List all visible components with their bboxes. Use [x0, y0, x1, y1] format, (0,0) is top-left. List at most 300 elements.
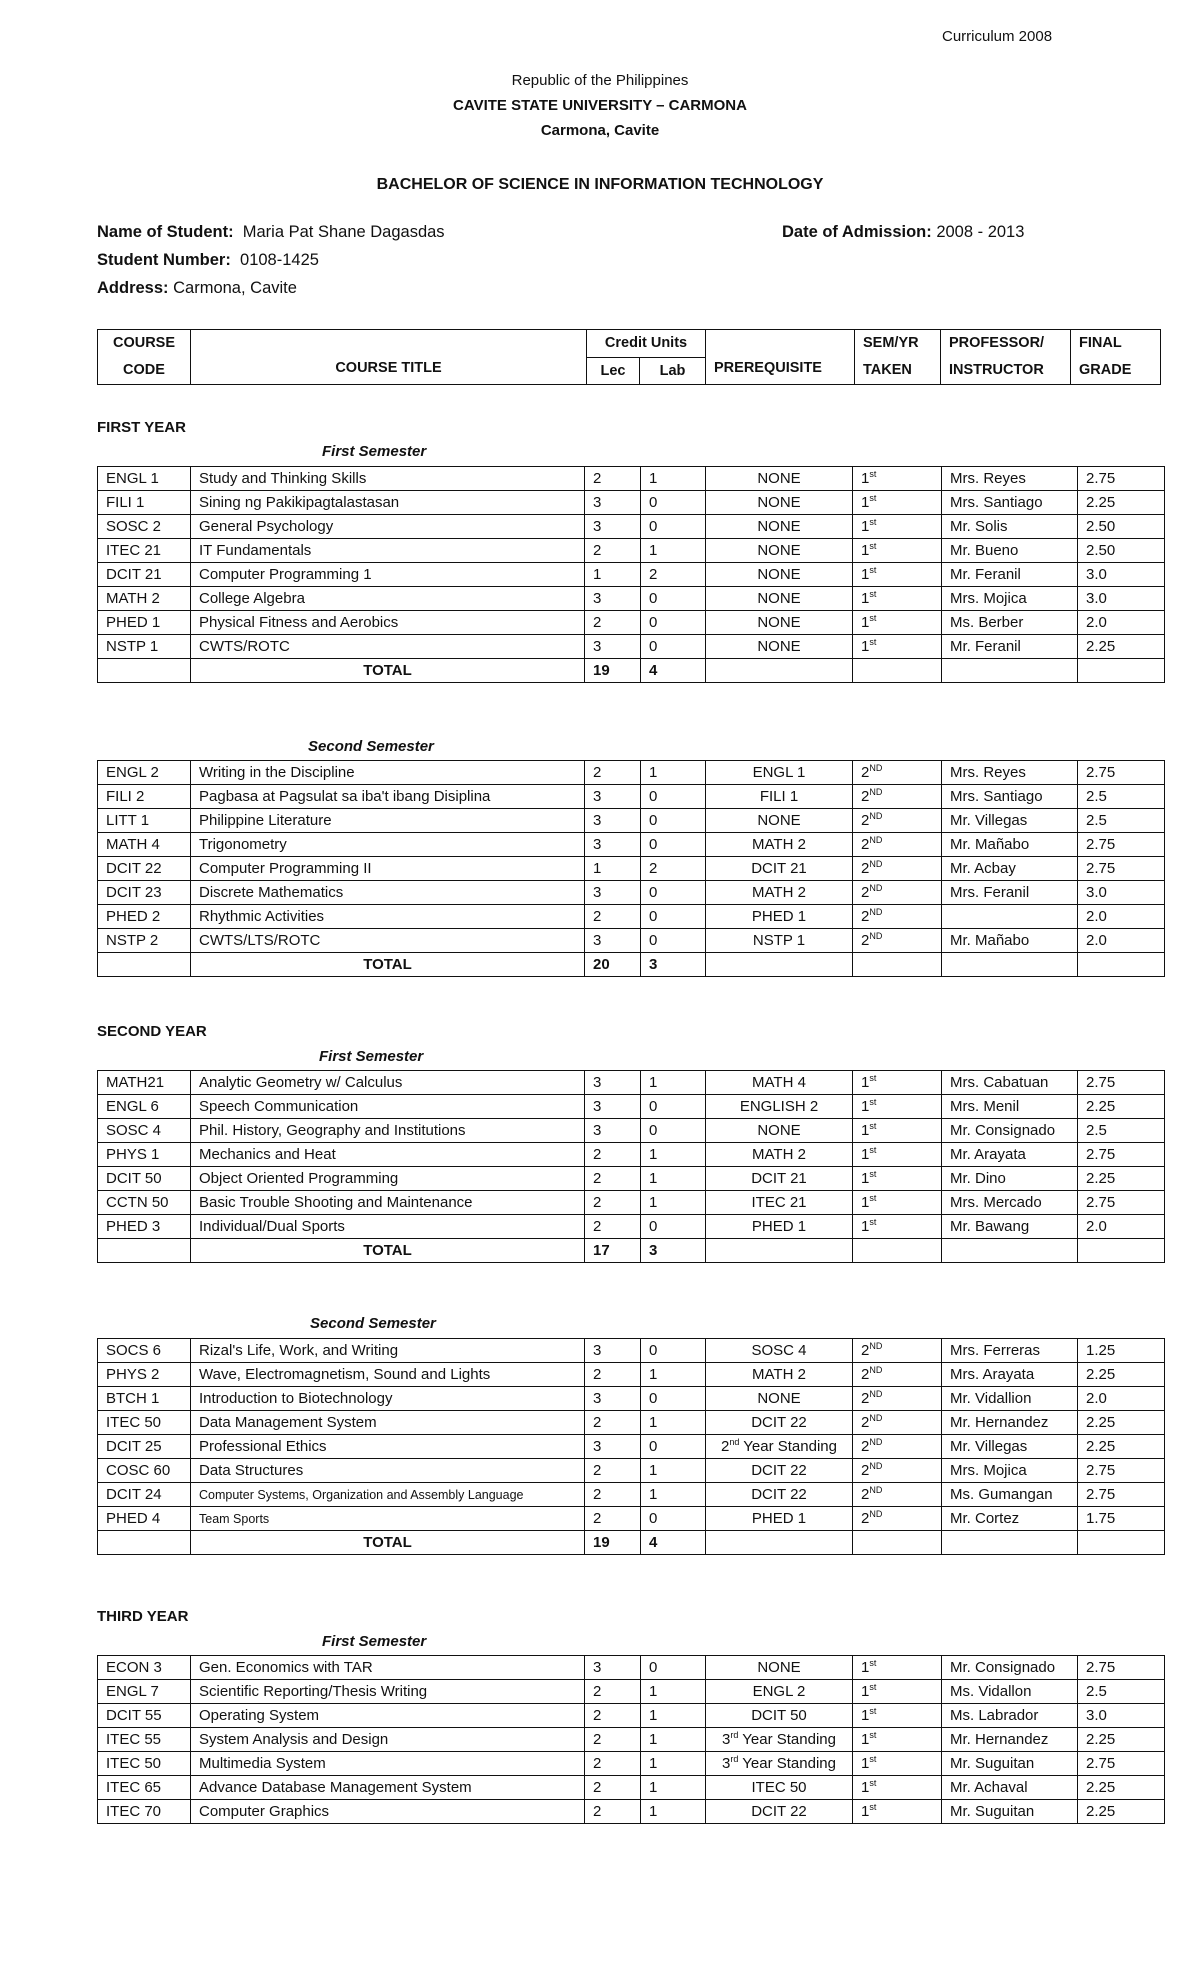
sem-taken: 2ND — [853, 929, 942, 953]
total-label: TOTAL — [191, 1531, 585, 1555]
prerequisite: DCIT 22 — [706, 1483, 853, 1507]
header-course-title: COURSE TITLE — [191, 330, 587, 385]
lec-units: 2 — [585, 1143, 641, 1167]
course-code: PHYS 2 — [98, 1363, 191, 1387]
total-blank — [1078, 659, 1165, 683]
course-title: Advance Database Management System — [191, 1776, 585, 1800]
course-title: Operating System — [191, 1704, 585, 1728]
sem-taken: 2ND — [853, 809, 942, 833]
total-blank — [942, 1531, 1078, 1555]
course-row — [98, 1095, 1165, 1119]
lec-units: 3 — [585, 1656, 641, 1680]
final-grade: 1.75 — [1078, 1507, 1165, 1531]
course-title: Wave, Electromagnetism, Sound and Lights — [191, 1363, 585, 1387]
sem-taken: 2ND — [853, 905, 942, 929]
sem-taken: 2ND — [853, 1339, 942, 1363]
total-blank — [98, 1531, 191, 1555]
course-row — [98, 1435, 1165, 1459]
final-grade: 2.25 — [1078, 1728, 1165, 1752]
prerequisite: PHED 1 — [706, 1215, 853, 1239]
course-table — [97, 1070, 1165, 1263]
final-grade: 2.0 — [1078, 611, 1165, 635]
prerequisite: ITEC 50 — [706, 1776, 853, 1800]
sem-taken: 1st — [853, 1191, 942, 1215]
prerequisite: NSTP 1 — [706, 929, 853, 953]
lab-units: 1 — [641, 761, 706, 785]
course-title: Rhythmic Activities — [191, 905, 585, 929]
student-number-label: Student Number — [97, 251, 226, 269]
sem-taken: 2ND — [853, 1435, 942, 1459]
lec-units: 3 — [585, 635, 641, 659]
course-table — [97, 466, 1165, 683]
course-row — [98, 1656, 1165, 1680]
prerequisite: NONE — [706, 1656, 853, 1680]
course-row — [98, 929, 1165, 953]
total-lec: 19 — [585, 659, 641, 683]
professor: Mrs. Santiago — [942, 785, 1078, 809]
sem-taken: 1st — [853, 1143, 942, 1167]
sem-taken: 1st — [853, 1728, 942, 1752]
course-code: SOSC 2 — [98, 515, 191, 539]
prerequisite: NONE — [706, 1387, 853, 1411]
sem-taken: 1st — [853, 1167, 942, 1191]
course-row — [98, 1776, 1165, 1800]
republic-line: Republic of the Philippines — [511, 72, 689, 89]
course-title: Object Oriented Programming — [191, 1167, 585, 1191]
total-lec: 20 — [585, 953, 641, 977]
professor: Ms. Labrador — [942, 1704, 1078, 1728]
professor: Mr. Mañabo — [942, 929, 1078, 953]
total-blank — [942, 953, 1078, 977]
sem-taken: 1st — [853, 1215, 942, 1239]
total-blank — [853, 1531, 942, 1555]
sem-taken: 1st — [853, 635, 942, 659]
total-blank — [98, 953, 191, 977]
course-row — [98, 1800, 1165, 1824]
prerequisite: 3rd Year Standing — [706, 1728, 853, 1752]
course-table — [97, 760, 1165, 977]
course-row — [98, 1143, 1165, 1167]
lab-units: 1 — [641, 1728, 706, 1752]
course-row — [98, 1704, 1165, 1728]
lab-units: 1 — [641, 1704, 706, 1728]
course-code: MATH 2 — [98, 587, 191, 611]
course-code: NSTP 2 — [98, 929, 191, 953]
lab-units: 1 — [641, 1776, 706, 1800]
total-lab: 4 — [641, 1531, 706, 1555]
lec-units: 2 — [585, 1728, 641, 1752]
admission-label: Date of Admission: — [782, 223, 932, 241]
total-blank — [706, 1531, 853, 1555]
header-professor: PROFESSOR/ INSTRUCTOR — [941, 330, 1071, 385]
lab-units: 0 — [641, 1387, 706, 1411]
final-grade: 2.75 — [1078, 1752, 1165, 1776]
professor: Mr. Suguitan — [942, 1800, 1078, 1824]
lab-units: 0 — [641, 587, 706, 611]
lab-units: 1 — [641, 1363, 706, 1387]
course-code: PHED 4 — [98, 1507, 191, 1531]
sem-taken: 1st — [853, 1071, 942, 1095]
lec-units: 2 — [585, 467, 641, 491]
final-grade: 2.75 — [1078, 1483, 1165, 1507]
course-code: NSTP 1 — [98, 635, 191, 659]
lab-units: 0 — [641, 611, 706, 635]
lec-units: 2 — [585, 1459, 641, 1483]
sem-taken: 1st — [853, 563, 942, 587]
professor: Mr. Feranil — [942, 563, 1078, 587]
lab-units: 0 — [641, 491, 706, 515]
final-grade: 2.50 — [1078, 515, 1165, 539]
lec-units: 3 — [585, 1071, 641, 1095]
course-title: College Algebra — [191, 587, 585, 611]
total-lab: 3 — [641, 953, 706, 977]
lab-units: 1 — [641, 1459, 706, 1483]
course-title: IT Fundamentals — [191, 539, 585, 563]
total-blank — [1078, 1239, 1165, 1263]
final-grade: 2.25 — [1078, 1363, 1165, 1387]
professor: Mrs. Reyes — [942, 761, 1078, 785]
course-title: Mechanics and Heat — [191, 1143, 585, 1167]
prerequisite: MATH 2 — [706, 881, 853, 905]
course-row — [98, 857, 1165, 881]
final-grade: 2.0 — [1078, 1387, 1165, 1411]
lab-units: 2 — [641, 857, 706, 881]
sem-taken: 2ND — [853, 857, 942, 881]
student-name: Maria Pat Shane Dagasdas — [242, 223, 445, 241]
final-grade: 2.5 — [1078, 1680, 1165, 1704]
course-code: SOSC 4 — [98, 1119, 191, 1143]
total-label: TOTAL — [191, 953, 585, 977]
course-title: Speech Communication — [191, 1095, 585, 1119]
course-row — [98, 611, 1165, 635]
prerequisite: DCIT 22 — [706, 1800, 853, 1824]
prerequisite: ITEC 21 — [706, 1191, 853, 1215]
sem-taken: 2ND — [853, 1459, 942, 1483]
lab-units: 0 — [641, 1119, 706, 1143]
course-row — [98, 881, 1165, 905]
prerequisite: NONE — [706, 611, 853, 635]
lab-units: 0 — [641, 635, 706, 659]
course-row — [98, 1507, 1165, 1531]
professor: Ms. Berber — [942, 611, 1078, 635]
lec-units: 2 — [585, 1800, 641, 1824]
course-row — [98, 1363, 1165, 1387]
course-code: COSC 60 — [98, 1459, 191, 1483]
professor: Mr. Hernandez — [942, 1728, 1078, 1752]
course-title: Pagbasa at Pagsulat sa iba't ibang Disiplina — [191, 785, 585, 809]
total-row — [98, 953, 1165, 977]
course-code: ITEC 70 — [98, 1800, 191, 1824]
course-title: Data Management System — [191, 1411, 585, 1435]
lab-units: 1 — [641, 1483, 706, 1507]
lab-units: 0 — [641, 1339, 706, 1363]
course-title: Introduction to Biotechnology — [191, 1387, 585, 1411]
course-row — [98, 1191, 1165, 1215]
course-row — [98, 1411, 1165, 1435]
professor: Mrs. Mojica — [942, 587, 1078, 611]
lec-units: 3 — [585, 929, 641, 953]
sem-taken: 1st — [853, 1800, 942, 1824]
course-title: Computer Graphics — [191, 1800, 585, 1824]
final-grade: 2.75 — [1078, 1143, 1165, 1167]
professor: Mrs. Mojica — [942, 1459, 1078, 1483]
prerequisite: NONE — [706, 515, 853, 539]
lab-units: 0 — [641, 1095, 706, 1119]
sem-taken: 1st — [853, 467, 942, 491]
course-row — [98, 635, 1165, 659]
final-grade: 2.75 — [1078, 761, 1165, 785]
course-title: Rizal's Life, Work, and Writing — [191, 1339, 585, 1363]
student-name-label: Name of Student — [97, 223, 229, 241]
course-title: System Analysis and Design — [191, 1728, 585, 1752]
course-code: DCIT 24 — [98, 1483, 191, 1507]
lec-units: 3 — [585, 785, 641, 809]
course-row — [98, 1119, 1165, 1143]
course-code: DCIT 55 — [98, 1704, 191, 1728]
prerequisite: ENGL 2 — [706, 1680, 853, 1704]
course-code: PHED 1 — [98, 611, 191, 635]
total-blank — [98, 659, 191, 683]
course-title: Computer Systems, Organization and Assembly Language — [191, 1483, 585, 1507]
course-title: Sining ng Pakikipagtalastasan — [191, 491, 585, 515]
sem-taken: 1st — [853, 1752, 942, 1776]
course-title: Computer Programming II — [191, 857, 585, 881]
course-title: Discrete Mathematics — [191, 881, 585, 905]
prerequisite: MATH 2 — [706, 1363, 853, 1387]
student-number-line: Student Number: 0108-1425 — [97, 251, 319, 269]
final-grade: 3.0 — [1078, 881, 1165, 905]
final-grade: 2.0 — [1078, 929, 1165, 953]
lec-units: 3 — [585, 1095, 641, 1119]
final-grade: 2.5 — [1078, 785, 1165, 809]
sem-taken: 1st — [853, 1119, 942, 1143]
sem-taken: 1st — [853, 491, 942, 515]
professor: Mr. Consignado — [942, 1656, 1078, 1680]
final-grade: 2.75 — [1078, 1459, 1165, 1483]
professor: Mr. Suguitan — [942, 1752, 1078, 1776]
course-row — [98, 1752, 1165, 1776]
prerequisite: ENGL 1 — [706, 761, 853, 785]
professor: Mrs. Reyes — [942, 467, 1078, 491]
professor: Ms. Vidallon — [942, 1680, 1078, 1704]
course-code: ECON 3 — [98, 1656, 191, 1680]
total-label: TOTAL — [191, 1239, 585, 1263]
prerequisite: DCIT 22 — [706, 1459, 853, 1483]
header-final-grade: FINAL GRADE — [1071, 330, 1161, 385]
course-code: ENGL 1 — [98, 467, 191, 491]
total-row — [98, 1531, 1165, 1555]
lab-units: 0 — [641, 929, 706, 953]
course-title: Multimedia System — [191, 1752, 585, 1776]
lab-units: 1 — [641, 1191, 706, 1215]
university-location: Carmona, Cavite — [540, 122, 660, 139]
prerequisite: NONE — [706, 1119, 853, 1143]
course-row — [98, 1680, 1165, 1704]
course-row — [98, 1387, 1165, 1411]
course-title: Study and Thinking Skills — [191, 467, 585, 491]
course-row — [98, 1071, 1165, 1095]
professor: Mr. Dino — [942, 1167, 1078, 1191]
course-row — [98, 833, 1165, 857]
prerequisite: ENGLISH 2 — [706, 1095, 853, 1119]
final-grade: 2.75 — [1078, 1071, 1165, 1095]
lec-units: 2 — [585, 1752, 641, 1776]
prerequisite: SOSC 4 — [706, 1339, 853, 1363]
header-course-code: COURSE CODE — [98, 330, 191, 385]
address-line: Address: Carmona, Cavite — [97, 279, 297, 297]
course-row — [98, 515, 1165, 539]
professor: Mr. Solis — [942, 515, 1078, 539]
total-lec: 19 — [585, 1531, 641, 1555]
semester-heading: First Semester — [322, 1633, 427, 1650]
sem-taken: 2ND — [853, 1411, 942, 1435]
prerequisite: PHED 1 — [706, 905, 853, 929]
sem-taken: 2ND — [853, 833, 942, 857]
final-grade: 2.0 — [1078, 905, 1165, 929]
course-row — [98, 1215, 1165, 1239]
final-grade: 1.25 — [1078, 1339, 1165, 1363]
course-title: Team Sports — [191, 1507, 585, 1531]
course-row — [98, 785, 1165, 809]
course-code: PHED 3 — [98, 1215, 191, 1239]
lab-units: 0 — [641, 1435, 706, 1459]
final-grade: 2.25 — [1078, 1411, 1165, 1435]
lec-units: 3 — [585, 833, 641, 857]
course-code: ITEC 55 — [98, 1728, 191, 1752]
lec-units: 3 — [585, 881, 641, 905]
lec-units: 3 — [585, 809, 641, 833]
course-title: Analytic Geometry w/ Calculus — [191, 1071, 585, 1095]
total-row — [98, 659, 1165, 683]
lec-units: 2 — [585, 1483, 641, 1507]
sem-taken: 1st — [853, 1680, 942, 1704]
total-blank — [942, 1239, 1078, 1263]
lec-units: 1 — [585, 563, 641, 587]
professor: Mr. Acbay — [942, 857, 1078, 881]
course-code: CCTN 50 — [98, 1191, 191, 1215]
professor: Mr. Arayata — [942, 1143, 1078, 1167]
course-row — [98, 905, 1165, 929]
header-credit-units: Credit Units — [587, 330, 706, 358]
lec-units: 3 — [585, 515, 641, 539]
semester-heading: Second Semester — [310, 1315, 436, 1332]
final-grade: 2.75 — [1078, 833, 1165, 857]
final-grade: 2.25 — [1078, 1776, 1165, 1800]
course-code: LITT 1 — [98, 809, 191, 833]
course-title: Phil. History, Geography and Institutions — [191, 1119, 585, 1143]
prerequisite: NONE — [706, 491, 853, 515]
professor: Ms. Gumangan — [942, 1483, 1078, 1507]
lab-units: 1 — [641, 1752, 706, 1776]
course-row — [98, 563, 1165, 587]
course-title: CWTS/LTS/ROTC — [191, 929, 585, 953]
final-grade: 2.25 — [1078, 1167, 1165, 1191]
lab-units: 0 — [641, 809, 706, 833]
total-label: TOTAL — [191, 659, 585, 683]
sem-taken: 1st — [853, 515, 942, 539]
lec-units: 2 — [585, 1680, 641, 1704]
prerequisite: NONE — [706, 635, 853, 659]
sem-taken: 1st — [853, 1095, 942, 1119]
lec-units: 3 — [585, 1435, 641, 1459]
final-grade: 2.75 — [1078, 1656, 1165, 1680]
professor: Mr. Achaval — [942, 1776, 1078, 1800]
sem-taken: 1st — [853, 587, 942, 611]
course-code: DCIT 50 — [98, 1167, 191, 1191]
course-code: FILI 1 — [98, 491, 191, 515]
total-lab: 3 — [641, 1239, 706, 1263]
semester-heading: First Semester — [322, 443, 427, 460]
professor: Mr. Hernandez — [942, 1411, 1078, 1435]
final-grade: 2.25 — [1078, 1095, 1165, 1119]
course-code: ENGL 2 — [98, 761, 191, 785]
course-title: CWTS/ROTC — [191, 635, 585, 659]
total-blank — [853, 659, 942, 683]
lab-units: 2 — [641, 563, 706, 587]
professor: Mrs. Arayata — [942, 1363, 1078, 1387]
lab-units: 1 — [641, 467, 706, 491]
course-code: ITEC 50 — [98, 1752, 191, 1776]
course-code: ENGL 7 — [98, 1680, 191, 1704]
lec-units: 2 — [585, 1363, 641, 1387]
total-blank — [98, 1239, 191, 1263]
professor: Mr. Consignado — [942, 1119, 1078, 1143]
admission-line — [782, 223, 1024, 242]
student-name-line: Name of Student: Maria Pat Shane Dagasdas — [97, 223, 445, 241]
course-code: SOCS 6 — [98, 1339, 191, 1363]
course-code: ITEC 65 — [98, 1776, 191, 1800]
sem-taken: 2ND — [853, 785, 942, 809]
lec-units: 2 — [585, 539, 641, 563]
semester-heading: First Semester — [319, 1048, 424, 1065]
course-title: Computer Programming 1 — [191, 563, 585, 587]
prerequisite: DCIT 21 — [706, 857, 853, 881]
course-title: Trigonometry — [191, 833, 585, 857]
prerequisite: NONE — [706, 563, 853, 587]
lab-units: 0 — [641, 515, 706, 539]
final-grade: 2.75 — [1078, 1191, 1165, 1215]
course-row — [98, 1167, 1165, 1191]
prerequisite: DCIT 22 — [706, 1411, 853, 1435]
prerequisite: MATH 2 — [706, 833, 853, 857]
address-value: Carmona, Cavite — [173, 279, 297, 297]
lec-units: 2 — [585, 611, 641, 635]
prerequisite: NONE — [706, 539, 853, 563]
professor: Mr. Cortez — [942, 1507, 1078, 1531]
sem-taken: 1st — [853, 539, 942, 563]
total-blank — [1078, 953, 1165, 977]
header-sem-taken: SEM/YR TAKEN — [855, 330, 941, 385]
lec-units: 3 — [585, 587, 641, 611]
course-code: DCIT 23 — [98, 881, 191, 905]
course-row — [98, 1459, 1165, 1483]
header-prerequisite: PREREQUISITE — [706, 330, 855, 385]
course-row — [98, 539, 1165, 563]
lec-units: 2 — [585, 1191, 641, 1215]
course-code: BTCH 1 — [98, 1387, 191, 1411]
lab-units: 0 — [641, 1656, 706, 1680]
column-header-table — [97, 329, 1161, 385]
professor: Mrs. Feranil — [942, 881, 1078, 905]
prerequisite: NONE — [706, 467, 853, 491]
course-title: Philippine Literature — [191, 809, 585, 833]
lab-units: 1 — [641, 1800, 706, 1824]
lec-units: 3 — [585, 1119, 641, 1143]
lec-units: 2 — [585, 1507, 641, 1531]
final-grade: 2.75 — [1078, 467, 1165, 491]
prerequisite: MATH 2 — [706, 1143, 853, 1167]
sem-taken: 1st — [853, 1656, 942, 1680]
